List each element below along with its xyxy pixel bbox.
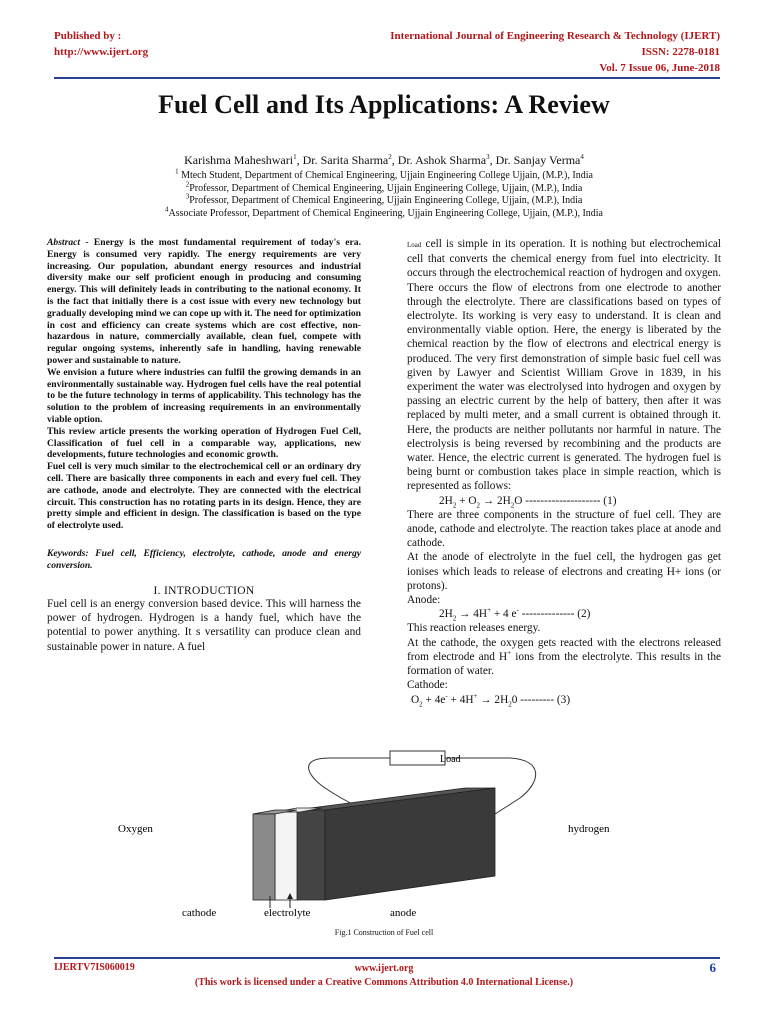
cathode-para [407,636,721,679]
abstract-label: Abstract [47,237,81,248]
eq-part: 0 --------- (3) [511,693,571,706]
header-left [54,28,148,60]
paper-title: Fuel Cell and Its Applications: A Review [158,90,610,119]
journal-name: International Journal of Engineering Research & Technology (IJERT) [390,30,720,42]
intro-continued [407,237,721,494]
cathode-text-a: At the cathode, the oxygen gets reacted with the electrons released from electrode and H [407,636,721,663]
eq-part: + 4 e [491,608,517,621]
figure-caption: Fig.1 Construction of Fuel cell [334,928,434,937]
right-column-body [407,237,721,707]
footer-center [0,962,768,990]
footer-url-link[interactable]: www.ijert.org [354,963,414,974]
eq-sup: + [473,691,478,700]
header-right [390,28,720,76]
stray-load-label: Load [407,241,422,249]
anode-label: anode [390,907,417,919]
abstract-text: - Energy is the most fundamental requirement of today's era. Energy is consumed very rapidly. The energy requirements are very increasing. Our population, abundant energy resources and industrial diversity make our self proficient enough in producing and consuming energy. This will definitely leads in contributing to the national economy. It is the fact that initially there is a cost issue with every new technology but gradually developing mind we can cope up with it. The need for optimization in cost and efficiency can create systems which are cost effective, non- hazardous in nature, commercially available, clean fuel, compete with regular ongoing systems, inherently safe in handling, having renewable power and sustainable to nature. [47,237,361,366]
electrolyte-label: electrolyte [264,907,311,919]
cathode-label: cathode [182,907,217,919]
eq-part: + 4H [447,693,474,706]
affil-text: Mtech Student, Department of Chemical Engineering, Ujjain Engineering College Ujjain, (M.P.), India [178,170,593,181]
abstract-para-1 [47,237,361,367]
equation-1 [407,494,721,508]
author-3: , Dr. Ashok Sharma [391,153,487,167]
author-1: Karishma Maheshwari [184,153,294,167]
abstract [47,237,361,532]
eq-sup: - [445,691,448,700]
oxygen-label: Oxygen [118,823,153,835]
affiliation-4 [0,205,768,221]
equation-3 [407,693,721,707]
eq-part: 2H [439,608,453,621]
eq-part: + 4e [422,693,446,706]
affil-marker: 1 [175,167,179,176]
eq-part: 2H [439,494,453,507]
eq-sub: 2 [510,500,515,509]
eq-part: → 2H [480,494,511,507]
cathode-label: Cathode: [407,679,448,692]
affil-text: Professor, Department of Chemical Engineering, Ujjain Engineering College, Ujjain, (M.P.), India [189,182,583,194]
introduction-text: Fuel cell is an energy conversion based device. This will harness the power of hydrogen. Hydrogen is a handy fuel, which have the potential to power anything. It s versatility can produce clean and sustainable power in nature. A fuel [47,597,361,653]
abstract-para-2: We envision a future where industries can fulfil the growing demands in an environmentally sustainable way. Hydrogen fuel cells have the real potential to be the future technology in terms of applicability. This technology has the solution to the problem of increasing requirements in an environmentally viable option. [47,366,361,425]
author-1-affil-marker: 1 [293,153,297,161]
paper-id: IJERTV7IS060019 [54,962,135,973]
hydrogen-label: hydrogen [568,823,610,835]
eq-sup: + [487,606,492,615]
author-3-affil-marker: 3 [486,153,490,161]
load-box [390,751,445,765]
load-label: Load [440,754,461,765]
journal-url-link[interactable]: http://www.ijert.org [54,46,149,58]
eq-part: → 4H [456,608,488,621]
left-column [47,237,361,654]
anode-label: Anode: [407,594,441,607]
energy-release-para: This reaction releases energy. [407,622,541,635]
affil-text: Professor, Department of Chemical Engineering, Ujjain Engineering College, Ujjain, (M.P.), India [189,195,583,206]
author-list [0,153,768,168]
cathode-sup: + [507,649,512,658]
license-notice: (This work is licensed under a Creative Commons Attribution 4.0 International License.) [194,977,574,988]
abstract-para-3: This review article presents the working operation of Hydrogen Fuel Cell, Classification of fuel cell in a comparable way, applications, new developments, future technologies and economic growth. [47,425,361,461]
keywords: Keywords: Fuel cell, Efficiency, electrolyte, cathode, anode and energy conversion. [47,547,361,571]
affiliation-3 [0,192,768,208]
anode-front [295,810,325,900]
affil-marker: 2 [185,180,190,189]
eq-sub: 2 [476,500,480,509]
eq-part: -------------- (2) [518,608,591,621]
eq-part: + O [456,494,477,507]
author-4: , Dr. Sanjay Verma [489,153,581,167]
abstract-para-4: Fuel cell is very much similar to the electrochemical cell or an ordinary dry cell. There are basically three components in each and every fuel cell. They are cathode, anode and electrolyte. They are connected with the electrical circuit. This construction has no rotating parts in its design. Hence, they are pretty simple and efficient in design. The classification is based on the type of electrolyte used. [47,461,361,532]
equation-2 [407,607,721,621]
affiliation-1 [0,167,768,183]
intro-continued-text: cell is simple in its operation. It is nothing but electrochemical cell that converts the chemical energy from fuel into electricity. It occurs through the electrochemical reaction of hydrogen and oxygen. There occurs the flow of electrons from one electrode to another through the electrolyte. There are classifications based on types of electrolyte. Its working is very easy to understand. It is clean and environmentally viable option. Here, the energy is liberated by the chemical reaction by the flow of electrons and electrical energy is produced. The very first demonstration of simple basic fuel cell was given by Lawyer and Scientist William Grove in 1839, in his experiment the water was electrolysed into hydrogen and oxygen by passing an electric current by the help of battery, then after it was replaced by multi meter, and a small current is obtained through it. Here, the products are neither pollutants nor harmful in nature. The electrolysis is being reversed by recombining and the products are water. Hence, the electric current is generated. The hydrogen fuel is being burnt or combustion takes place in simple reaction, which is represented as follows: [407,238,721,493]
eq-sup: - [516,606,519,615]
eq-sub: 2 [452,500,457,509]
author-2-affil-marker: 2 [388,153,392,161]
electrolyte-front [275,812,297,900]
eq-part: O [411,693,420,706]
cathode-front [253,814,275,900]
header-divider [54,77,720,79]
footer-divider [54,957,720,959]
affil-text: Associate Professor, Department of Chemical Engineering, Ujjain Engineering College, Ujjain, (M.P.), India [168,207,603,219]
right-column [407,237,721,707]
section-heading-introduction: I. INTRODUCTION [153,584,255,597]
page-number: 6 [709,960,716,975]
cathode-text-b: ions from the electrolyte. This results in the formation of water. [407,650,721,678]
published-by: Published by : [54,30,122,42]
author-4-affil-marker: 4 [580,153,584,161]
eq-sub: 2 [419,699,423,708]
issn: ISSN: 2278-0181 [641,46,720,58]
fuel-cell-diagram [100,748,660,928]
affiliations [0,167,768,220]
eq-part: → 2H [477,693,509,706]
components-para: There are three components in the structure of fuel cell. They are anode, cathode and electrolyte. The reaction takes place at anode and cathode. [407,508,721,550]
author-2: , Dr. Sarita Sharma [296,153,389,167]
affil-marker: 4 [165,205,169,214]
eq-sub: 2 [452,614,457,623]
anode-para: At the anode of electrolyte in the fuel cell, the hydrogen gas get ionises which leads to release of electrons and creating H+ ions (or protons). [407,551,721,592]
eq-sub: 2 [508,699,512,708]
eq-part: O -------------------- (1) [514,494,617,507]
volume-issue: Vol. 7 Issue 06, June-2018 [599,62,720,74]
affil-marker: 3 [185,192,190,201]
affiliation-2 [0,180,768,196]
